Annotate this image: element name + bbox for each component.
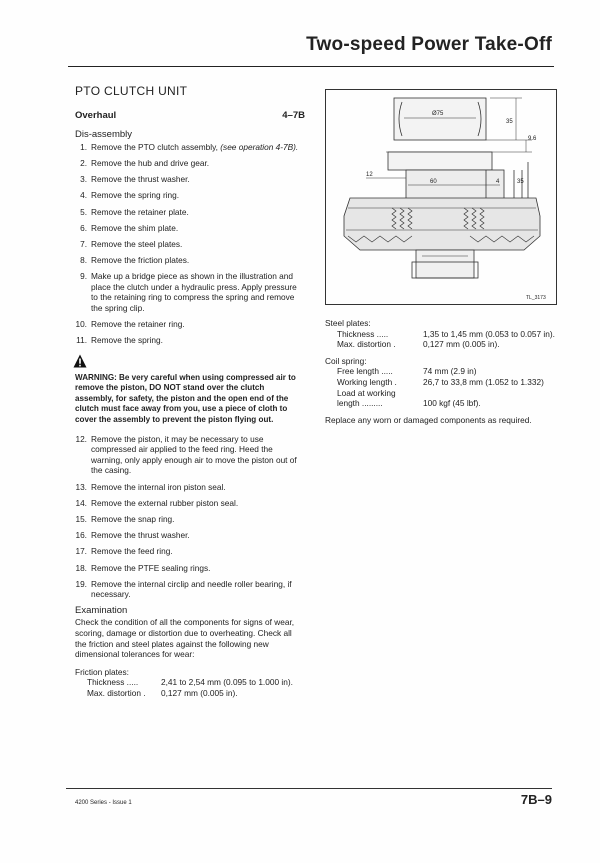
disassembly-steps-continued [75,434,305,600]
step-item [75,335,305,346]
spec-key: Free length ..... [337,366,393,377]
step-item [75,579,305,600]
step-number: 15. [75,513,87,524]
dim-9-6: 9.6 [528,136,537,142]
dim-35-side: 35 [517,179,524,185]
disassembly-heading: Dis-assembly [75,129,133,141]
step-item [75,482,305,493]
dim-4: 4 [496,179,500,185]
step-number: 4. [80,190,87,201]
step-text: Remove the spring ring. [91,190,180,201]
step-item [75,223,305,234]
step-number: 11. [76,335,87,346]
step-item [75,434,305,476]
step-number: 1. [80,141,87,152]
step-number: 13. [75,481,87,492]
step-text: Remove the thrust washer. [91,174,190,185]
dim-12: 12 [366,172,373,178]
step-text: Remove the steel plates. [91,238,183,249]
step-number: 17. [75,546,87,557]
spec-value: 0,127 mm (0.005 in). [423,339,500,350]
spec-key: Max. distortion . [87,688,146,699]
dim-35-top: 35 [506,119,513,125]
left-column [75,86,305,699]
right-column [325,318,557,425]
friction-plates-label: Friction plates: [75,666,129,677]
step-number: 8. [80,255,87,266]
step-item [75,271,305,313]
step-item [75,239,305,250]
step-text: Remove the snap ring. [91,513,175,524]
step-text: Remove the friction plates. [91,255,190,266]
step-number: 6. [80,222,87,233]
step-item [75,498,305,509]
spec-key: Load at working [337,387,396,398]
step-text: Remove the PTFE sealing rings. [91,562,211,573]
spec-key: Thickness ..... [337,328,389,339]
spec-key: Thickness ..... [87,677,139,688]
step-text: Make up a bridge piece as shown in the illustration and place the clutch under a hydraulic press. Apply pressure to the retaining ring to compress the spring and remove the spring clip. [91,271,297,314]
examination-text: Check the condition of all the components for signs of wear, scoring, damage or distortion due to overheating. Check all the friction and steel plates against the following new dimensional tolerances for wear: [75,617,295,660]
page-title: Two-speed Power Take-Off [306,34,552,55]
step-item [75,563,305,574]
coil-spring-label: Coil spring: [325,355,367,366]
friction-plates-specs [75,677,305,698]
step-reference: (see operation 4-7B). [220,141,299,152]
spec-value: 74 mm (2.9 in) [423,366,477,377]
step-number: 10. [75,319,87,330]
page-number: 7B–9 [520,792,552,807]
spec-row [325,398,557,409]
step-item [75,190,305,201]
spec-value: 0,127 mm (0.005 in). [161,688,238,699]
spec-key: Max. distortion . [337,339,396,350]
spec-value: 100 kgf (45 lbf). [423,398,481,409]
step-number: 3. [80,174,87,185]
spec-row [75,677,305,688]
figure-ref: TL_3173 [526,295,546,301]
step-number: 16. [75,530,87,541]
step-text: Remove the PTO clutch assembly, (see operation 4-7B). [91,141,299,152]
step-number: 7. [80,238,87,249]
coil-spring-specs [325,366,557,408]
spec-row [75,688,305,699]
spec-value: 26,7 to 33,8 mm (1.052 to 1.332) [423,376,544,387]
step-number: 12. [75,433,87,444]
step-text: Remove the hub and drive gear. [91,157,210,168]
examination-heading: Examination [75,604,128,616]
step-text: Remove the internal circlip and needle roller bearing, if necessary. [91,578,292,600]
step-text: Remove the thrust washer. [91,530,190,541]
spec-row [325,388,557,399]
spec-row [325,377,557,388]
dim-60: 60 [430,179,437,185]
step-item [75,255,305,266]
spec-row [325,366,557,377]
step-item [75,174,305,185]
replace-note: Replace any worn or damaged components as required. [325,414,532,425]
footer-rule [66,788,552,789]
bridge-piece-illustration [325,89,557,305]
step-number: 19. [75,578,87,589]
spec-row [325,339,557,350]
warning-text: WARNING: Be very careful when using compressed air to remove the piston, DO NOT stand over the clutch assembly, for safety, the piston and the open end of the clutch must face away from you, use a piece of cloth to cover the assembly to prevent the piston flying out. [75,372,296,424]
dim-diameter-75: Ø75 [432,111,444,117]
operation-number: 4–7B [282,109,305,121]
step-item [75,530,305,541]
spec-value: 1,35 to 1,45 mm (0.053 to 0.057 in). [423,328,555,339]
step-text: Remove the external rubber piston seal. [91,497,239,508]
spec-row [325,329,557,340]
step-number: 2. [80,157,87,168]
step-item [75,158,305,169]
overhaul-heading [75,111,305,122]
footer-series: 4200 Series - Issue 1 [75,800,132,806]
spec-value: 2,41 to 2,54 mm (0.095 to 1.000 in). [161,677,293,688]
step-item [75,207,305,218]
step-item [75,142,305,153]
disassembly-steps [75,142,305,346]
step-item [75,546,305,557]
step-number: 5. [80,206,87,217]
step-item [75,514,305,525]
step-text: Remove the piston, it may be necessary to use compressed air applied to the feed ring. Heed the warning, only apply enough air to move the piston out of the casing. [91,433,297,476]
header-rule [68,66,554,67]
step-text: Remove the feed ring. [91,546,173,557]
spec-key: length ......... [337,398,383,409]
step-item [75,319,305,330]
warning-triangle-icon [73,354,305,371]
spec-key: Working length . [337,376,397,387]
overhaul-label: Overhaul [75,109,117,121]
step-number: 14. [75,497,87,508]
step-text: Remove the shim plate. [91,222,179,233]
step-text: Remove the internal iron piston seal. [91,481,226,492]
step-text: Remove the retainer ring. [91,319,185,330]
step-text: Remove the spring. [91,335,163,346]
step-number: 9. [80,271,87,282]
steel-plates-label: Steel plates: [325,318,371,328]
step-number: 18. [75,562,87,573]
step-text: Remove the retainer plate. [91,206,189,217]
section-title: PTO CLUTCH UNIT [75,84,188,98]
steel-plates-specs [325,329,557,350]
